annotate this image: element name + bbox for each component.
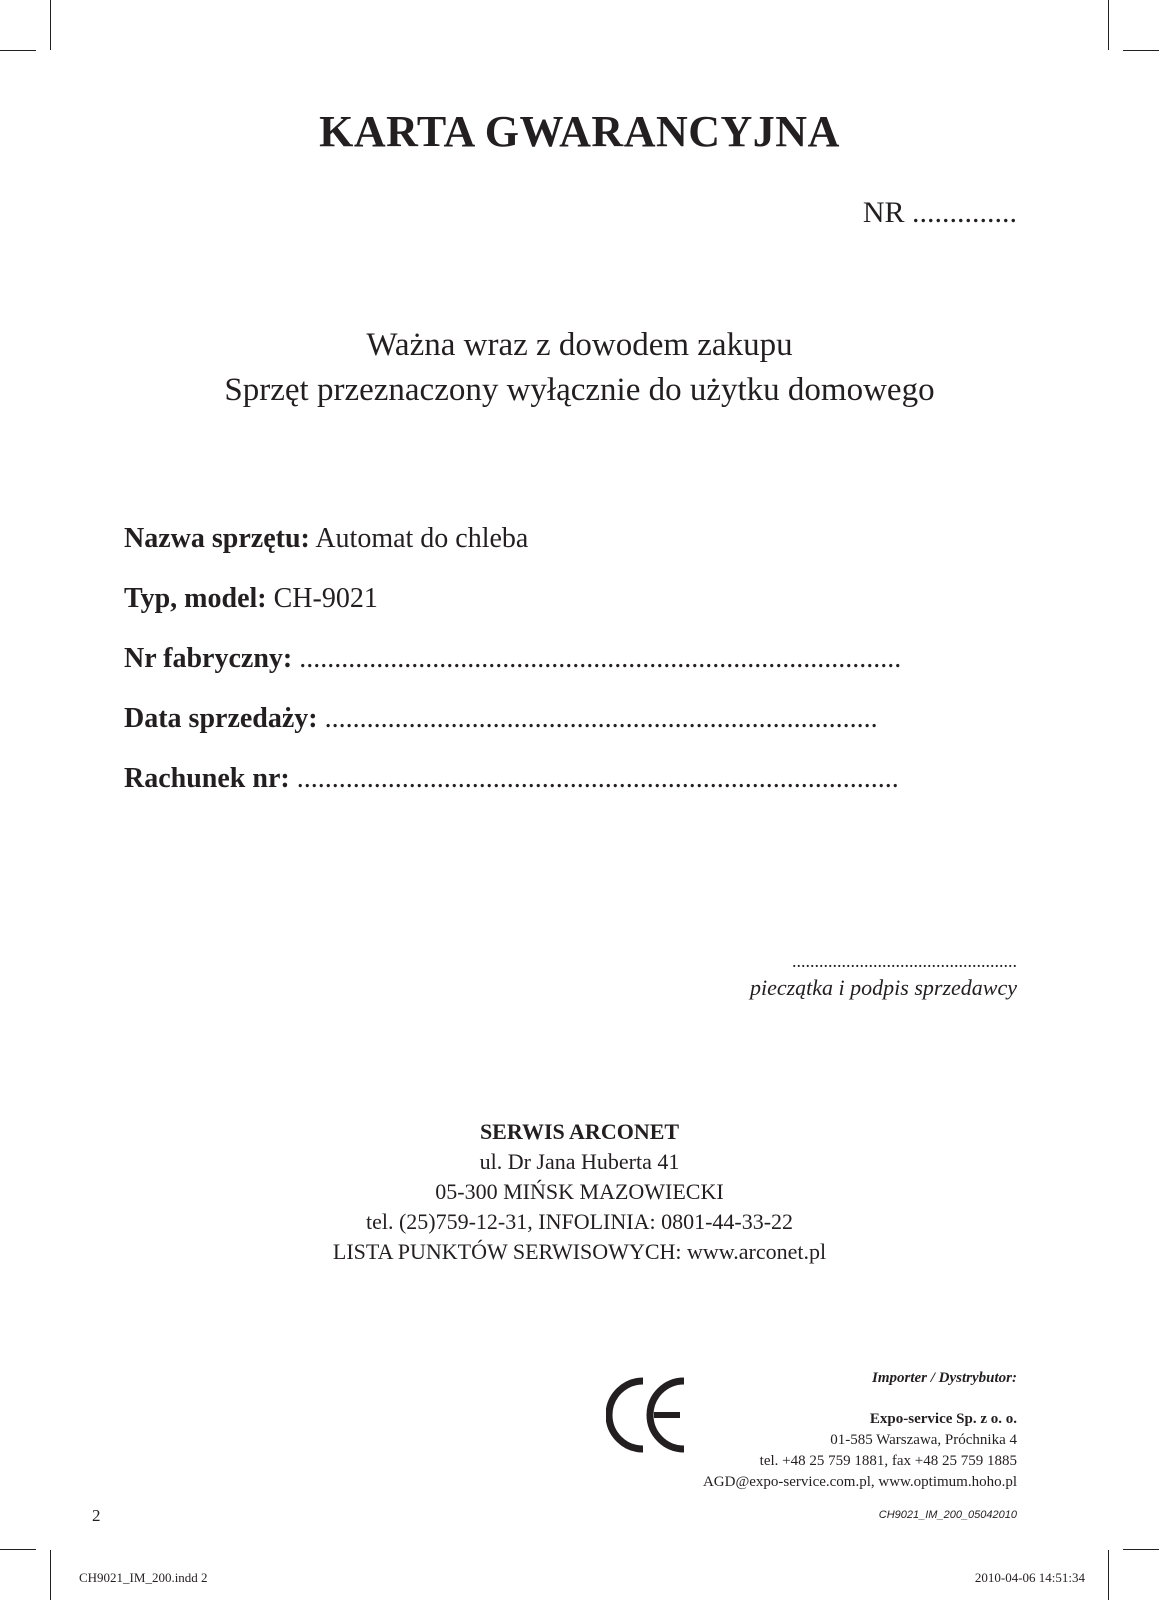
importer-address: 01-585 Warszawa, Próchnika 4: [830, 1432, 1017, 1448]
signature-line: ..................................................: [792, 951, 1017, 971]
slug-file-name: CH9021_IM_200.indd 2: [79, 1570, 208, 1585]
importer-company: Expo-service Sp. z o. o.: [869, 1411, 1017, 1427]
crop-mark-bottom-left-vertical: [50, 1550, 51, 1600]
field-model: [124, 579, 964, 639]
field-label: Data sprzedaży:: [124, 703, 318, 734]
field-label: Typ, model:: [124, 583, 267, 614]
service-info: [0, 1117, 1159, 1267]
service-city: 05-300 MIŃSK MAZOWIECKI: [435, 1179, 724, 1204]
page-number: 2: [92, 1506, 101, 1525]
field-serial-number: [124, 639, 964, 699]
validity-line-2: Sprzęt przeznaczony wyłącznie do użytku domowego: [224, 372, 935, 408]
field-value: CH-9021: [273, 583, 378, 614]
field-value: ......................................................................................: [296, 763, 899, 794]
document-code: CH9021_IM_200_05042010: [878, 1509, 1017, 1521]
validity-line-1: Ważna wraz z dowodem zakupu: [366, 327, 793, 363]
service-list: LISTA PUNKTÓW SERWISOWYCH: www.arconet.pl: [332, 1239, 827, 1264]
warranty-number: NR ..............: [862, 196, 1017, 229]
crop-mark-top-right-vertical: [1108, 0, 1109, 50]
slug-timestamp: 2010-04-06 14:51:34: [974, 1570, 1085, 1585]
field-value: ...............................................................................: [324, 703, 878, 734]
field-value: Automat do chleba: [315, 523, 529, 554]
field-label: Rachunek nr:: [124, 763, 290, 794]
page-title: KARTA GWARANCYJNA: [319, 107, 840, 156]
importer-contact: AGD@expo-service.com.pl, www.optimum.hoho.pl: [702, 1474, 1017, 1490]
importer-phone: tel. +48 25 759 1881, fax +48 25 759 1885: [759, 1453, 1017, 1469]
service-street: ul. Dr Jana Huberta 41: [479, 1149, 680, 1174]
field-label: Nr fabryczny:: [124, 643, 293, 674]
importer-heading: Importer / Dystrybutor:: [871, 1370, 1017, 1386]
importer-info: [703, 1368, 1017, 1493]
crop-mark-top-left-vertical: [50, 0, 51, 50]
crop-mark-top-left-horizontal: [0, 50, 36, 51]
crop-mark-bottom-right-horizontal: [1123, 1549, 1159, 1550]
field-device-name: [124, 519, 964, 579]
service-phone: tel. (25)759-12-31, INFOLINIA: 0801-44-33-22: [365, 1209, 794, 1234]
validity-notice: [0, 323, 1159, 413]
ce-mark-icon: [606, 1374, 686, 1456]
device-fields: [124, 519, 964, 819]
seller-signature: [750, 950, 1017, 1004]
crop-mark-top-right-horizontal: [1123, 50, 1159, 51]
field-label: Nazwa sprzętu:: [124, 523, 310, 554]
field-sale-date: [124, 699, 964, 759]
field-invoice-number: [124, 759, 964, 819]
crop-mark-bottom-right-vertical: [1108, 1550, 1109, 1600]
crop-mark-bottom-left-horizontal: [0, 1549, 36, 1550]
service-name: SERWIS ARCONET: [479, 1119, 680, 1144]
field-value: ......................................................................................: [299, 643, 902, 674]
signature-caption: pieczątka i podpis sprzedawcy: [749, 975, 1017, 1000]
